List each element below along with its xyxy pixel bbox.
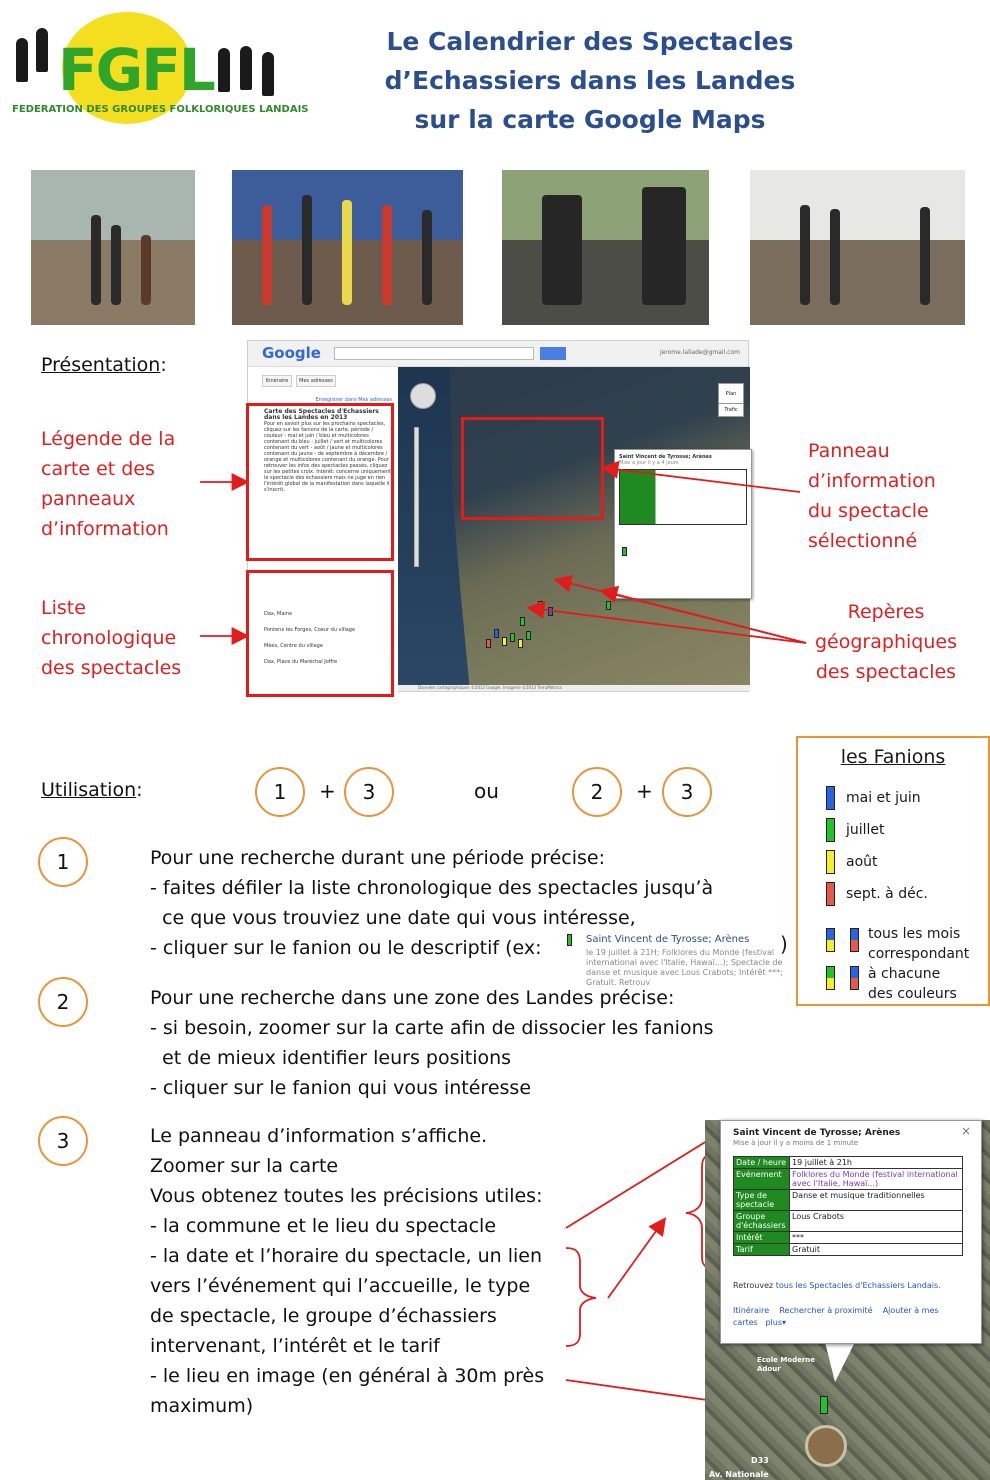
multicolor-caption-line: correspondant — [868, 946, 970, 962]
title-line-2: d’Echassiers dans les Landes — [384, 66, 796, 95]
list-item[interactable]: Dax, Place du Maréchal Joffre — [264, 659, 338, 665]
usage-circle-1: 1 — [255, 767, 305, 817]
fanion-row — [798, 850, 988, 880]
info-footer — [733, 1281, 941, 1290]
step-3-text — [150, 1121, 570, 1421]
gm-info-sub: Mise à jour il y a 4 jours — [619, 460, 679, 466]
map-flag-red[interactable] — [538, 601, 543, 610]
gm-traffic-button[interactable]: Trafic — [718, 403, 744, 417]
gm-footer: Données cartographiques ©2013 Google, Imagerie ©2013 TerraMetrics — [398, 685, 750, 691]
fgfl-logo — [12, 8, 309, 128]
fanion-row — [798, 818, 988, 848]
step-line: Le panneau d’information s’affiche. — [150, 1125, 488, 1147]
yellow-flag-icon — [826, 850, 835, 874]
multicolor-flag-icon — [826, 966, 835, 990]
usage-plus-2: + — [636, 779, 653, 803]
multicolor-caption-line: tous les mois — [868, 926, 961, 942]
step-line: maximum) — [150, 1395, 254, 1417]
gm-plan-button[interactable]: Plan — [718, 383, 744, 405]
step-line: intervenant, l’intérêt et le tarif — [150, 1335, 440, 1357]
multicolor-flag-icon — [850, 966, 859, 990]
search-nearby-link[interactable]: Rechercher à proximité — [779, 1306, 873, 1315]
table-row — [734, 1232, 963, 1244]
map-flag-green[interactable] — [606, 601, 611, 610]
list-item[interactable]: Dax, Maine — [264, 611, 293, 617]
usage-label: Utilisation — [41, 779, 137, 801]
gm-info-title: Saint Vincent de Tyrosse; Arènes — [619, 454, 712, 460]
presentation-heading — [41, 354, 167, 376]
table-row — [734, 1190, 963, 1211]
step-line: - cliquer sur le fanion qui vous intéresse — [150, 1077, 532, 1099]
label-chronological-list — [41, 593, 181, 683]
usage-plus-1: + — [319, 779, 336, 803]
gm-pan-control[interactable] — [410, 383, 436, 409]
gm-user: jerome.laliade@gmail.com — [659, 349, 740, 356]
usage-circle-3b: 3 — [662, 767, 712, 817]
multicolor-caption-line: à chacune — [868, 966, 941, 982]
step-line: - la commune et le lieu du spectacle — [150, 1215, 497, 1237]
itinerary-link[interactable]: Itinéraire — [733, 1306, 770, 1315]
gm-info-window — [614, 449, 752, 599]
dancer-silhouette-icon — [218, 48, 230, 92]
label-legend — [41, 424, 175, 544]
green-flag-icon[interactable] — [820, 1396, 828, 1414]
place-label: Ecole Moderne Adour — [757, 1356, 816, 1373]
title-line-3: sur la carte Google Maps — [414, 105, 766, 134]
step-3-circle: 3 — [38, 1116, 88, 1166]
list-item[interactable]: Pontenx les Forges, Coeur du village — [264, 627, 356, 633]
highlight-legend-box — [246, 403, 394, 561]
label-legend-line: carte et des — [41, 458, 155, 480]
add-to-maps-link[interactable]: Ajouter à mes cartes — [733, 1306, 939, 1327]
list-item[interactable]: Mées, Centre du village — [264, 643, 323, 649]
info-value: 19 juillet à 21h — [790, 1157, 963, 1169]
label-info-panel — [808, 436, 936, 556]
arena-roundabout — [805, 1425, 847, 1467]
table-row — [734, 1211, 963, 1232]
road-label: Av. Nationale — [709, 1470, 769, 1479]
step-line: ce que vous trouviez une date qui vous intéresse, — [150, 907, 636, 929]
gm-save-link[interactable]: Enregistrer dans Mes adresses — [315, 397, 392, 403]
label-geo-markers — [815, 597, 957, 687]
example-title: Saint Vincent de Tyrosse; Arènes — [586, 934, 750, 945]
info-key: Date / heure — [734, 1157, 790, 1169]
step-line: vers l’événement qui l’accueille, le type — [150, 1275, 531, 1297]
info-value: Gratuit — [790, 1244, 963, 1256]
step-line: - le lieu en image (en général à 30m près — [150, 1365, 545, 1387]
dancer-silhouette-icon — [240, 46, 252, 90]
step-line: Pour une recherche dans une zone des Landes précise: — [150, 987, 675, 1009]
usage-circle-3: 3 — [344, 767, 394, 817]
map-flag-blue[interactable] — [494, 629, 499, 638]
map-flag-green[interactable] — [510, 633, 515, 642]
label-panel-line: d’information — [808, 470, 936, 492]
chevron-down-icon: ▾ — [782, 1318, 787, 1327]
label-list-line: Liste — [41, 597, 86, 619]
highlight-list-box — [246, 570, 394, 697]
highlight-info-box — [461, 417, 604, 520]
info-key: Groupe d'échassiers — [734, 1211, 790, 1232]
gm-zoom-slider[interactable] — [414, 427, 419, 567]
gm-info-table — [619, 469, 747, 525]
map-flag-green[interactable] — [520, 617, 525, 626]
label-list-line: chronologique — [41, 627, 177, 649]
title-line-1: Le Calendrier des Spectacles — [386, 27, 794, 56]
map-flag-blue[interactable] — [548, 607, 553, 616]
step-line: - cliquer sur le fanion ou le descriptif (ex: — [150, 937, 542, 959]
dancer-silhouette-icon — [262, 52, 274, 96]
step-line: Zoomer sur la carte — [150, 1155, 339, 1177]
logo-subtitle: FEDERATION DES GROUPES FOLKLORIQUES LANDAIS — [12, 104, 309, 115]
info-key: Evénement — [734, 1169, 790, 1190]
info-footer-prefix: Retrouvez — [733, 1281, 776, 1290]
step-line: Vous obtenez toutes les précisions utiles: — [150, 1185, 543, 1207]
label-geo-line: géographiques — [815, 631, 957, 653]
gm-search-input[interactable] — [334, 347, 534, 360]
multicolor-flag-icon — [826, 928, 835, 952]
step-1-circle: 1 — [38, 837, 88, 887]
label-geo-line: des spectacles — [815, 661, 957, 683]
table-row — [734, 1157, 963, 1169]
label-list-line: des spectacles — [41, 657, 182, 679]
info-value: *** — [790, 1232, 963, 1244]
usage-circle-2: 2 — [572, 767, 622, 817]
info-table — [733, 1156, 963, 1256]
arrow-details — [608, 1220, 664, 1298]
gm-legend-body: Pour en savoir plus sur les prochains spectacles, cliquez sur les fanions de la carte. période / couleur - mai et juin / bleu et multicolores contenant du bleu - juillet / vert et multicolores contenant du vert - août / jaune et multicolores contenant du jaune - de septembre à décembre / orange et multicolores contenant du orange. Pour retrouver les infos des spectacles passés, cliquez sur les petites croix. Intérêt: concerne uniquement le spectacle des échassiers mais ne juge en rien l'intérêt global de la manifestation dans laquelle il s'inscrit. — [264, 421, 391, 493]
table-row — [734, 1169, 963, 1190]
gm-itinerary-button[interactable]: Itinéraire — [262, 375, 292, 387]
map-flag-yellow[interactable] — [518, 639, 523, 648]
close-icon[interactable]: × — [960, 1124, 971, 1138]
gm-search-button[interactable] — [540, 347, 566, 360]
photo-stage-show — [750, 170, 965, 325]
multicolor-flag-icon — [850, 928, 859, 952]
gm-legend-title: Carte des Spectacles d'Echassiers dans les Landes en 2013 — [264, 408, 379, 421]
fanion-label: sept. à déc. — [846, 886, 928, 902]
info-title: Saint Vincent de Tyrosse; Arènes — [733, 1128, 901, 1138]
more-link[interactable]: plus — [765, 1318, 783, 1327]
step-line: - la date et l’horaire du spectacle, un lien — [150, 1245, 542, 1267]
gm-topbar — [248, 341, 748, 367]
fanions-legend — [796, 736, 990, 1006]
info-panel-screenshot — [705, 1120, 990, 1480]
event-link[interactable]: Folklores du Monde (festival international avec l'Italie, Hawaï...) — [790, 1169, 963, 1190]
step-line: Pour une recherche durant une période précise: — [150, 847, 605, 869]
label-geo-line: Repères — [847, 601, 925, 623]
photo-stilt-show-2 — [232, 170, 463, 325]
fanion-label: mai et juin — [846, 790, 921, 806]
all-shows-link[interactable]: tous les Spectacles d'Echassiers Landais. — [775, 1281, 941, 1290]
label-legend-line: panneaux — [41, 488, 136, 510]
gm-my-places-button[interactable]: Mes adresses — [296, 375, 336, 387]
info-window-pointer — [825, 1342, 855, 1382]
step-line: et de mieux identifier leurs positions — [150, 1047, 512, 1069]
usage-or: ou — [474, 779, 499, 803]
label-panel-line: du spectacle — [808, 500, 929, 522]
step-2-text — [150, 983, 790, 1103]
presentation-colon: : — [160, 354, 167, 376]
step-2-circle: 2 — [38, 977, 88, 1027]
info-value: Danse et musique traditionnelles — [790, 1190, 963, 1211]
label-legend-line: Légende de la — [41, 428, 176, 450]
presentation-label: Présentation — [41, 354, 161, 376]
example-close-paren: ) — [780, 932, 788, 956]
step-line: - faites défiler la liste chronologique des spectacles jusqu’à — [150, 877, 714, 899]
dancer-silhouette-icon — [16, 38, 28, 82]
fanions-title: les Fanions — [840, 746, 946, 768]
info-window — [720, 1120, 982, 1344]
example-list-entry[interactable] — [560, 930, 788, 987]
step-line: - si besoin, zoomer sur la carte afin de dissocier les fanions — [150, 1017, 714, 1039]
logo-letters: FGFL — [58, 36, 214, 104]
green-flag-icon — [567, 934, 572, 946]
arrow-commune — [566, 1128, 728, 1228]
multicolor-caption-line: des couleurs — [868, 986, 957, 1002]
info-updated: Mise à jour il y a moins de 1 minute — [733, 1139, 859, 1147]
photo-musicians — [502, 170, 709, 325]
usage-heading — [41, 779, 143, 801]
info-actions — [733, 1305, 963, 1329]
multicolor-caption — [868, 924, 969, 1004]
info-key: Tarif — [734, 1244, 790, 1256]
info-value: Lous Crabots — [790, 1211, 963, 1232]
blue-flag-icon — [826, 786, 835, 810]
label-legend-line: d’information — [41, 518, 169, 540]
map-flag-green[interactable] — [526, 631, 531, 640]
photo-stilt-show-1 — [31, 170, 195, 325]
gm-satellite-map[interactable] — [398, 367, 750, 687]
fanion-row — [798, 882, 988, 912]
fanion-label: août — [846, 854, 878, 870]
info-key: Type de spectacle — [734, 1190, 790, 1211]
google-logo: Google — [262, 344, 321, 362]
brace-details — [566, 1248, 596, 1346]
map-flag-yellow[interactable] — [502, 637, 507, 646]
usage-colon: : — [136, 779, 143, 801]
fanion-label: juillet — [846, 822, 885, 838]
example-desc: le 19 juillet à 21H; Folklores du Monde (festival international avec l'Italie, Hawaï...); Spectacle de danse et musique avec Lous Crabots; Intérêt ***; Gratuit. Retrouv — [586, 948, 783, 987]
dancer-silhouette-icon — [36, 28, 48, 72]
info-key: Intérêt — [734, 1232, 790, 1244]
red-flag-icon — [826, 882, 835, 906]
fanion-row — [798, 786, 988, 816]
road-label: D33 — [751, 1456, 769, 1465]
green-flag-icon — [826, 818, 835, 842]
step-line: de spectacle, le groupe d’échassiers — [150, 1305, 497, 1327]
map-flag-red[interactable] — [486, 639, 491, 648]
map-flag-green[interactable] — [622, 547, 627, 556]
label-panel-line: Panneau — [808, 440, 890, 462]
table-row — [734, 1244, 963, 1256]
label-panel-line: sélectionné — [808, 530, 918, 552]
page-title — [370, 22, 810, 139]
